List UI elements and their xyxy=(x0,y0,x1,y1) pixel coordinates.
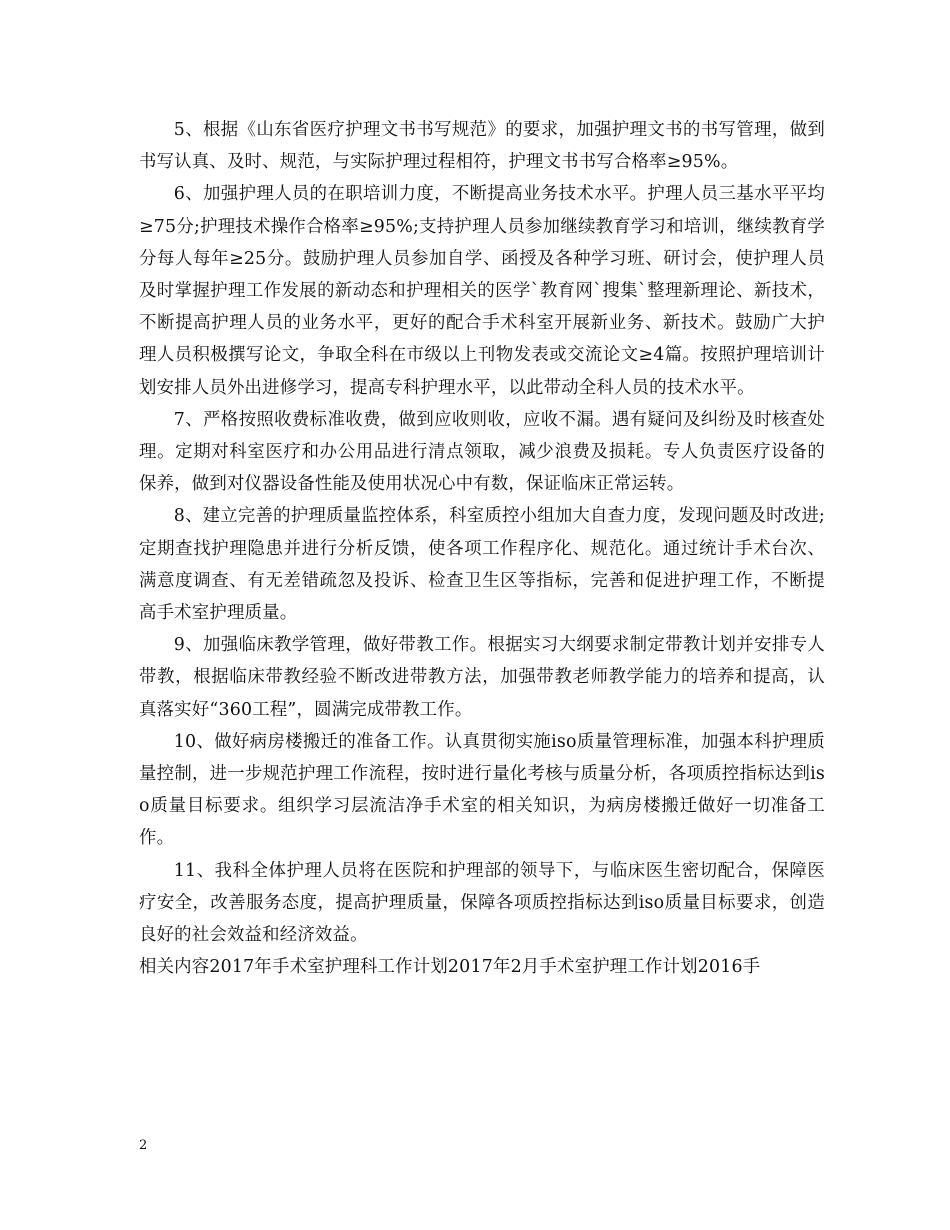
page-number: 2 xyxy=(139,1138,148,1153)
paragraph-item-8: 8、建立完善的护理质量监控体系，科室质控小组加大自查力度，发现问题及时改进;定期查找护理隐患并进行分析反馈，使各项工作程序化、规范化。通过统计手术台次、满意度调查、有无差错疏忽及投诉、检查卫生区等指标，完善和促进护理工作，不断提高手术室护理质量。 xyxy=(139,506,825,624)
paragraph-item-5: 5、根据《山东省医疗护理文书书写规范》的要求，加强护理文书的书写管理，做到书写认真、及时、规范，与实际护理过程相符，护理文书书写合格率≥95%。 xyxy=(139,120,825,173)
document-body xyxy=(139,114,825,983)
paragraph-item-6: 6、加强护理人员的在职培训力度，不断提高业务技术水平。护理人员三基水平平均≥75分;护理技术操作合格率≥95%;支持护理人员参加继续教育学习和培训，继续教育学分每人每年≥25分。鼓励护理人员参加自学、函授及各种学习班、研讨会，使护理人员及时掌握护理工作发展的新动态和护理相关的医学`教育网`搜集`整理新理论、新技术，不断提高护理人员的业务水平，更好的配合手术科室开展新业务、新技术。鼓励广大护理人员积极撰写论文，争取全科在市级以上刊物发表或交流论文≥4篇。按照护理培训计划安排人员外出进修学习，提高专科护理水平，以此带动全科人员的技术水平。 xyxy=(139,184,825,398)
paragraph-item-7: 7、严格按照收费标准收费，做到应收则收，应收不漏。遇有疑问及纠纷及时核查处理。定期对科室医疗和办公用品进行清点领取，减少浪费及损耗。专人负责医疗设备的保养，做到对仪器设备性能及使用状况心中有数，保证临床正常运转。 xyxy=(139,409,825,495)
paragraph-item-11: 11、我科全体护理人员将在医院和护理部的领导下，与临床医生密切配合，保障医疗安全，改善服务态度，提高护理质量，保障各项质控指标达到iso质量目标要求，创造良好的社会效益和经济效益。 xyxy=(139,860,825,946)
paragraph-item-9: 9、加强临床教学管理，做好带教工作。根据实习大纲要求制定带教计划并安排专人带教，根据临床带教经验不断改进带教方法，加强带教老师教学能力的培养和提高，认真落实好“360工程”，圆满完成带教工作。 xyxy=(139,635,825,720)
related-content-line: 相关内容2017年手术室护理科工作计划2017年2月手术室护理工作计划2016手 xyxy=(139,957,761,978)
paragraph-item-10: 10、做好病房楼搬迁的准备工作。认真贯彻实施iso质量管理标准，加强本科护理质量控制，进一步规范护理工作流程，按时进行量化考核与质量分析，各项质控指标达到iso质量目标要求。组织学习层流洁净手术室的相关知识，为病房楼搬迁做好一切准备工作。 xyxy=(139,731,825,849)
